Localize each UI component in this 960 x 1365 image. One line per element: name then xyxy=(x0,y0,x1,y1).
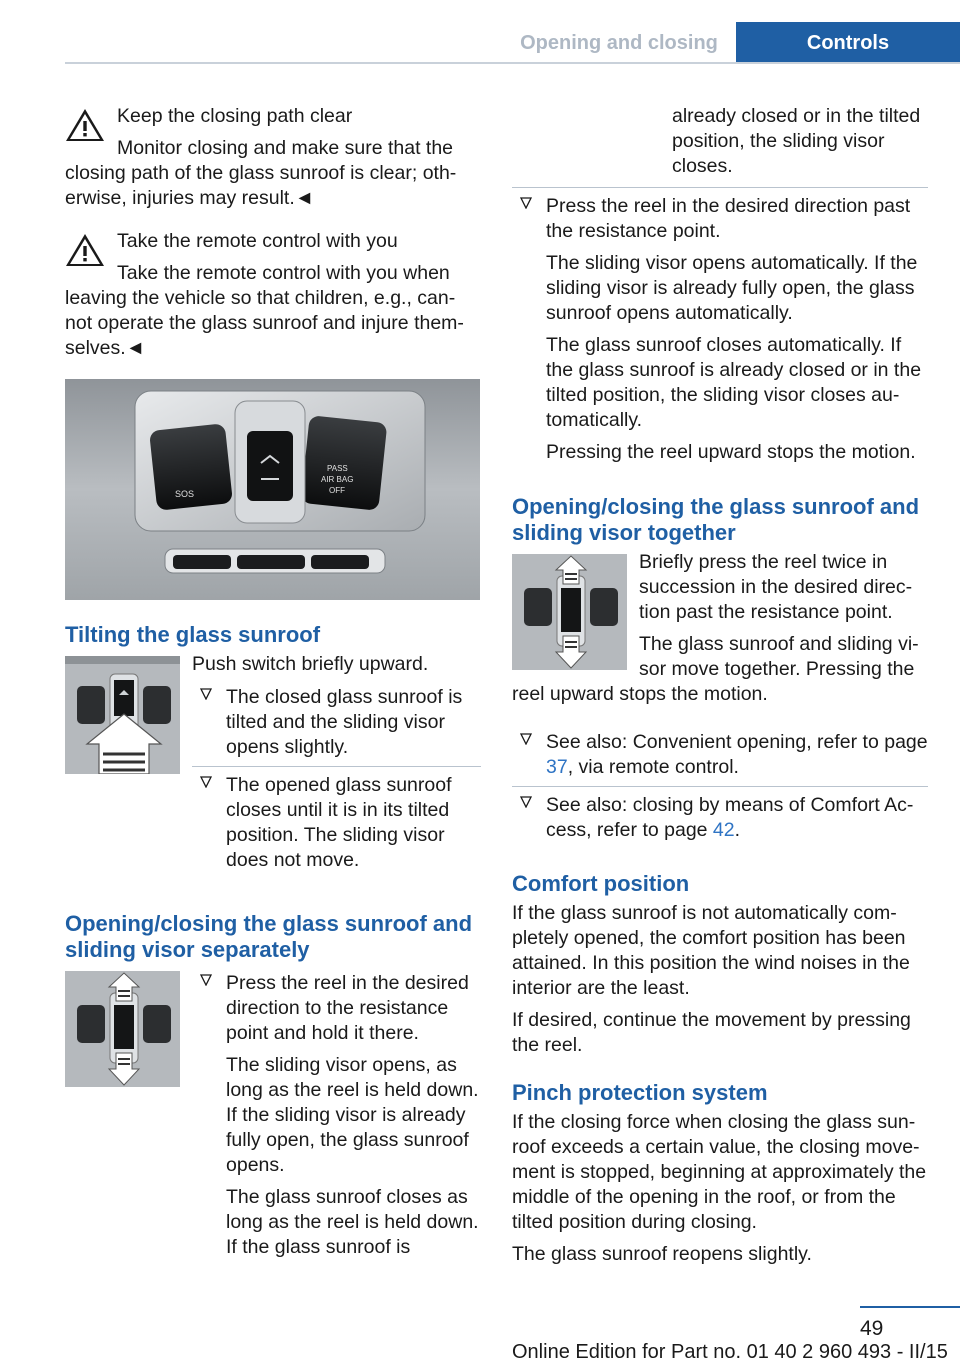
separately-item1-p2: The sliding visor opens, as long as the reel is held down. If the sliding visor is already fully open, the glass sunroof opens. xyxy=(226,1054,479,1176)
separately-list-cont xyxy=(512,187,928,472)
reel-switch-double-figure xyxy=(512,554,627,670)
warning-title: Take the remote control with you xyxy=(117,230,398,252)
together-p2: The glass sunroof and sliding vi‐sor move together. Pressing the reel upward stops the motion. xyxy=(512,633,919,705)
overhead-console-photo xyxy=(65,379,480,600)
triangle-bullet-icon xyxy=(520,796,532,808)
separately-continuation xyxy=(512,104,928,179)
triangle-bullet-icon xyxy=(520,197,532,209)
warning-body: Take the remote control with you when leaving the vehicle so that children, e.g., can‐not operate the glass sunroof and injure them‐selves.◄ xyxy=(65,262,464,359)
list-item xyxy=(192,685,481,760)
triangle-bullet-icon xyxy=(200,688,212,700)
separately-item2-p1: Press the reel in the desired direction past the resistance point. xyxy=(546,195,911,242)
tilting-heading: Tilting the glass sunroof xyxy=(65,622,321,647)
tilting-intro: Push switch briefly upward. xyxy=(192,653,429,675)
pinch-p2: The glass sunroof reopens slightly. xyxy=(512,1243,812,1265)
reel-switch-updown-figure xyxy=(65,971,180,1087)
warning-body: Monitor closing and make sure that the closing path of the glass sunroof is clear; oth‐erwise, injuries may result.◄ xyxy=(65,137,457,209)
triangle-bullet-icon xyxy=(200,776,212,788)
header-rule xyxy=(65,62,960,64)
separately-item2-p4: Pressing the reel upward stops the motion. xyxy=(546,441,916,463)
see-also-text-after: . xyxy=(734,819,741,841)
together-p1: Briefly press the reel twice in succession in the desired direc‐tion past the resistance point. xyxy=(639,551,913,623)
tilting-list xyxy=(192,685,481,879)
see-also-text-after: , via remote control. xyxy=(567,756,739,778)
list-item xyxy=(192,971,481,1260)
list-item xyxy=(512,786,928,843)
triangle-bullet-icon xyxy=(520,733,532,745)
see-also-text: See also: closing by means of Comfort Ac‐cess, refer to page xyxy=(546,794,914,841)
sos-label: SOS xyxy=(175,489,195,499)
warning-title: Keep the closing path clear xyxy=(117,105,353,127)
warning-closing-path xyxy=(65,104,481,211)
comfort-heading: Comfort position xyxy=(512,871,690,896)
separately-heading: Opening/closing the glass sunroof and sliding visor separately xyxy=(65,911,473,962)
list-item xyxy=(512,730,928,780)
page-link-37[interactable]: 37 xyxy=(546,756,568,778)
page-link-42[interactable]: 42 xyxy=(712,819,735,841)
warning-triangle-icon xyxy=(65,233,105,267)
together-heading: Opening/closing the glass sunroof and sliding visor together xyxy=(512,494,920,545)
header-chapter-tab[interactable]: Controls xyxy=(736,22,960,62)
footer-rule xyxy=(860,1306,960,1308)
list-item-text: The opened glass sunroof closes until it is in its tilted position. The sliding visor does not move. xyxy=(226,774,452,871)
left-column xyxy=(65,104,481,1277)
airbag-label-3: OFF xyxy=(329,486,345,495)
warning-triangle-icon xyxy=(65,108,105,142)
separately-item2-p3: The glass sunroof closes automatically. If the glass sunroof is already closed or in the tilted position, the sliding visor closes au‐tomatically. xyxy=(546,334,922,431)
pinch-p1: If the closing force when closing the glass sun‐roof exceeds a certain value, the closing move‐ment is stopped, beginning at approximately the middle of the opening in the roof, or from the tilted position during closing. xyxy=(512,1111,927,1233)
reel-switch-up-figure xyxy=(65,656,180,774)
separately-item1-p3: The glass sunroof closes as long as the reel is held down. If the glass sunroof is xyxy=(226,1186,479,1258)
separately-item2-p2: The sliding visor opens automatically. If the sliding visor is already fully open, the glass sunroof opens automatically. xyxy=(546,252,918,324)
separately-item1-p3-cont: already closed or in the tilted position, the sliding visor closes. xyxy=(672,105,921,177)
see-also-list xyxy=(512,730,928,849)
header-section-tab[interactable]: Opening and closing xyxy=(520,32,718,54)
warning-remote-control xyxy=(65,229,481,361)
right-column xyxy=(512,104,928,1274)
see-also-text: See also: Convenient opening, refer to page xyxy=(546,731,928,753)
footer-edition: Online Edition for Part no. 01 40 2 960 493 - II/15 xyxy=(512,1341,948,1363)
comfort-p1: If the glass sunroof is not automatically com‐pletely opened, the comfort position has been attained. In this position the wind noises in the interior are the least. xyxy=(512,902,910,999)
comfort-p2: If desired, continue the movement by pressing the reel. xyxy=(512,1009,911,1056)
airbag-label-1: PASS xyxy=(327,464,348,473)
list-item xyxy=(512,194,928,465)
list-item-text: The closed glass sunroof is tilted and the sliding visor opens slightly. xyxy=(226,686,463,758)
triangle-bullet-icon xyxy=(200,974,212,986)
airbag-label-2: AIR BAG xyxy=(321,475,354,484)
separately-item1-p1: Press the reel in the desired direction to the resistance point and hold it there. xyxy=(226,972,469,1044)
separately-list xyxy=(192,971,481,1267)
page-number: 49 xyxy=(860,1317,884,1340)
pinch-heading: Pinch protection system xyxy=(512,1080,768,1105)
list-item xyxy=(192,766,481,873)
